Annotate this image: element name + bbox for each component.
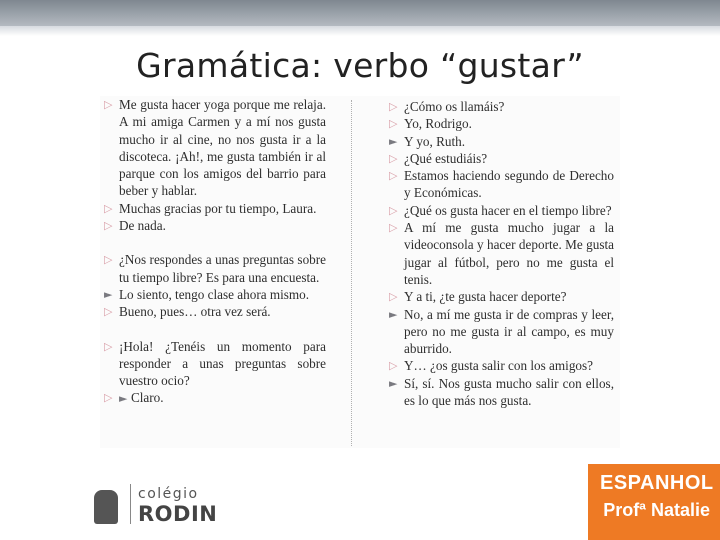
dialogue-line xyxy=(104,251,326,286)
speaker-b-marker-icon: ► xyxy=(104,287,113,301)
dialogue-text: ¿Qué estudiáis? xyxy=(404,150,488,166)
dialogue-text: Sí, sí. Nos gusta mucho salir con ellos, es lo que más nos gusta. xyxy=(404,375,614,409)
dialogue-text: Lo siento, tengo clase ahora mismo. xyxy=(119,286,310,302)
dialogue-line xyxy=(389,288,614,305)
dialogue-text: Me gusta hacer yoga porque me relaja. A mi amiga Carmen y a mí nos gusta mucho ir al cine, no nos gusta ir a la discoteca. ¡Ah!, me gusta también ir al parque con los amigos del barrio para beber y hablar. xyxy=(119,97,326,199)
dialogue-line xyxy=(389,115,614,132)
course-badge xyxy=(598,464,720,540)
speaker-a-marker-icon: ▷ xyxy=(389,100,398,113)
column-divider xyxy=(351,100,352,446)
speaker-b-marker-icon: ► xyxy=(389,376,398,390)
badge-teacher: Profª Natalie xyxy=(603,500,710,520)
dialogue-text: Muchas gracias por tu tiempo, Laura. xyxy=(119,200,317,216)
logo-big-text: RODIN xyxy=(138,502,218,526)
speaker-a-marker-icon: ▷ xyxy=(389,221,398,235)
dialogue-line xyxy=(104,303,326,320)
speaker-a-marker-icon: ▷ xyxy=(104,305,113,319)
speaker-a-marker-icon: ▷ xyxy=(389,169,398,183)
dialogue-line xyxy=(389,202,614,219)
speaker-a-marker-icon: ▷ xyxy=(104,339,113,353)
dialogue-text: Y yo, Ruth. xyxy=(404,133,466,149)
speaker-a-marker-icon: ▷ xyxy=(389,117,398,131)
dialogue-text: ¿Qué os gusta hacer en el tiempo libre? xyxy=(404,202,612,218)
speaker-b-marker-icon: ► xyxy=(389,307,398,321)
dialogue-line xyxy=(389,167,614,202)
badge-subject: ESPANHOL xyxy=(600,472,714,494)
dialogue-line xyxy=(389,133,614,150)
dialogue-text: A mí me gusta mucho jugar a la videoconsola y hacer deporte. Me gusta jugar al fútbol, pero no me gusta el tenis. xyxy=(404,220,614,287)
dialogue-text: Bueno, pues… otra vez será. xyxy=(119,304,271,320)
dialogue-text: No, a mí me gusta ir de compras y leer, pero no me gusta ir al campo, es muy aburrido. xyxy=(404,306,614,357)
dialogue-text: ¡Hola! ¿Tenéis un momento para responder a unas preguntas sobre vuestro ocio? xyxy=(119,338,326,389)
dialogue-text: Y a ti, ¿te gusta hacer deporte? xyxy=(404,289,567,305)
logo-small-text: colégio xyxy=(138,486,199,502)
textbook-scan xyxy=(100,96,620,448)
speaker-a-marker-icon: ▷ xyxy=(389,151,398,165)
speaker-a-marker-icon: ▷ xyxy=(104,219,113,233)
dialogue-line xyxy=(389,357,614,374)
speaker-a-marker-icon: ▷ xyxy=(104,391,113,405)
dialogue-line xyxy=(389,150,614,167)
dialogue-line xyxy=(104,286,326,303)
left-column xyxy=(104,96,326,408)
speaker-b-marker-icon: ► xyxy=(389,134,398,148)
dialogue-line xyxy=(104,338,326,390)
dialogue-line xyxy=(104,96,326,200)
dialogue-line xyxy=(104,200,326,217)
speaker-a-marker-icon: ▷ xyxy=(104,253,113,267)
speaker-b-marker-icon: ► xyxy=(119,392,131,406)
dialogue-line xyxy=(389,98,614,115)
dialogue-line xyxy=(389,219,614,288)
dialogue-text: Yo, Rodrigo. xyxy=(404,116,472,132)
gorilla-logo-icon xyxy=(94,490,118,524)
top-gradient-bar xyxy=(0,0,720,26)
dialogue-text: Estamos haciendo segundo de Derecho y Económicas. xyxy=(404,168,614,201)
right-column xyxy=(389,98,614,409)
dialogue-line xyxy=(389,306,614,358)
dialogue-line xyxy=(389,375,614,410)
speaker-a-marker-icon: ▷ xyxy=(389,290,398,304)
speaker-a-marker-icon: ▷ xyxy=(389,359,398,373)
dialogue-text: ¿Cómo os llamáis? xyxy=(404,99,505,114)
speaker-a-marker-icon: ▷ xyxy=(389,203,398,217)
dialogue-line xyxy=(104,217,326,234)
slide-title: Gramática: verbo “gustar” xyxy=(136,46,584,85)
dialogue-line xyxy=(104,389,326,407)
logo-separator xyxy=(130,484,131,524)
speaker-a-marker-icon: ▷ xyxy=(104,98,113,111)
dialogue-text: Y… ¿os gusta salir con los amigos? xyxy=(404,358,593,374)
school-logo xyxy=(86,480,216,528)
dialogue-text: ¿Nos respondes a unas preguntas sobre tu tiempo libre? Es para una encuesta. xyxy=(119,252,326,285)
dialogue-text: Claro. xyxy=(130,390,164,406)
speaker-a-marker-icon: ▷ xyxy=(104,201,113,215)
dialogue-text: De nada. xyxy=(119,218,166,234)
